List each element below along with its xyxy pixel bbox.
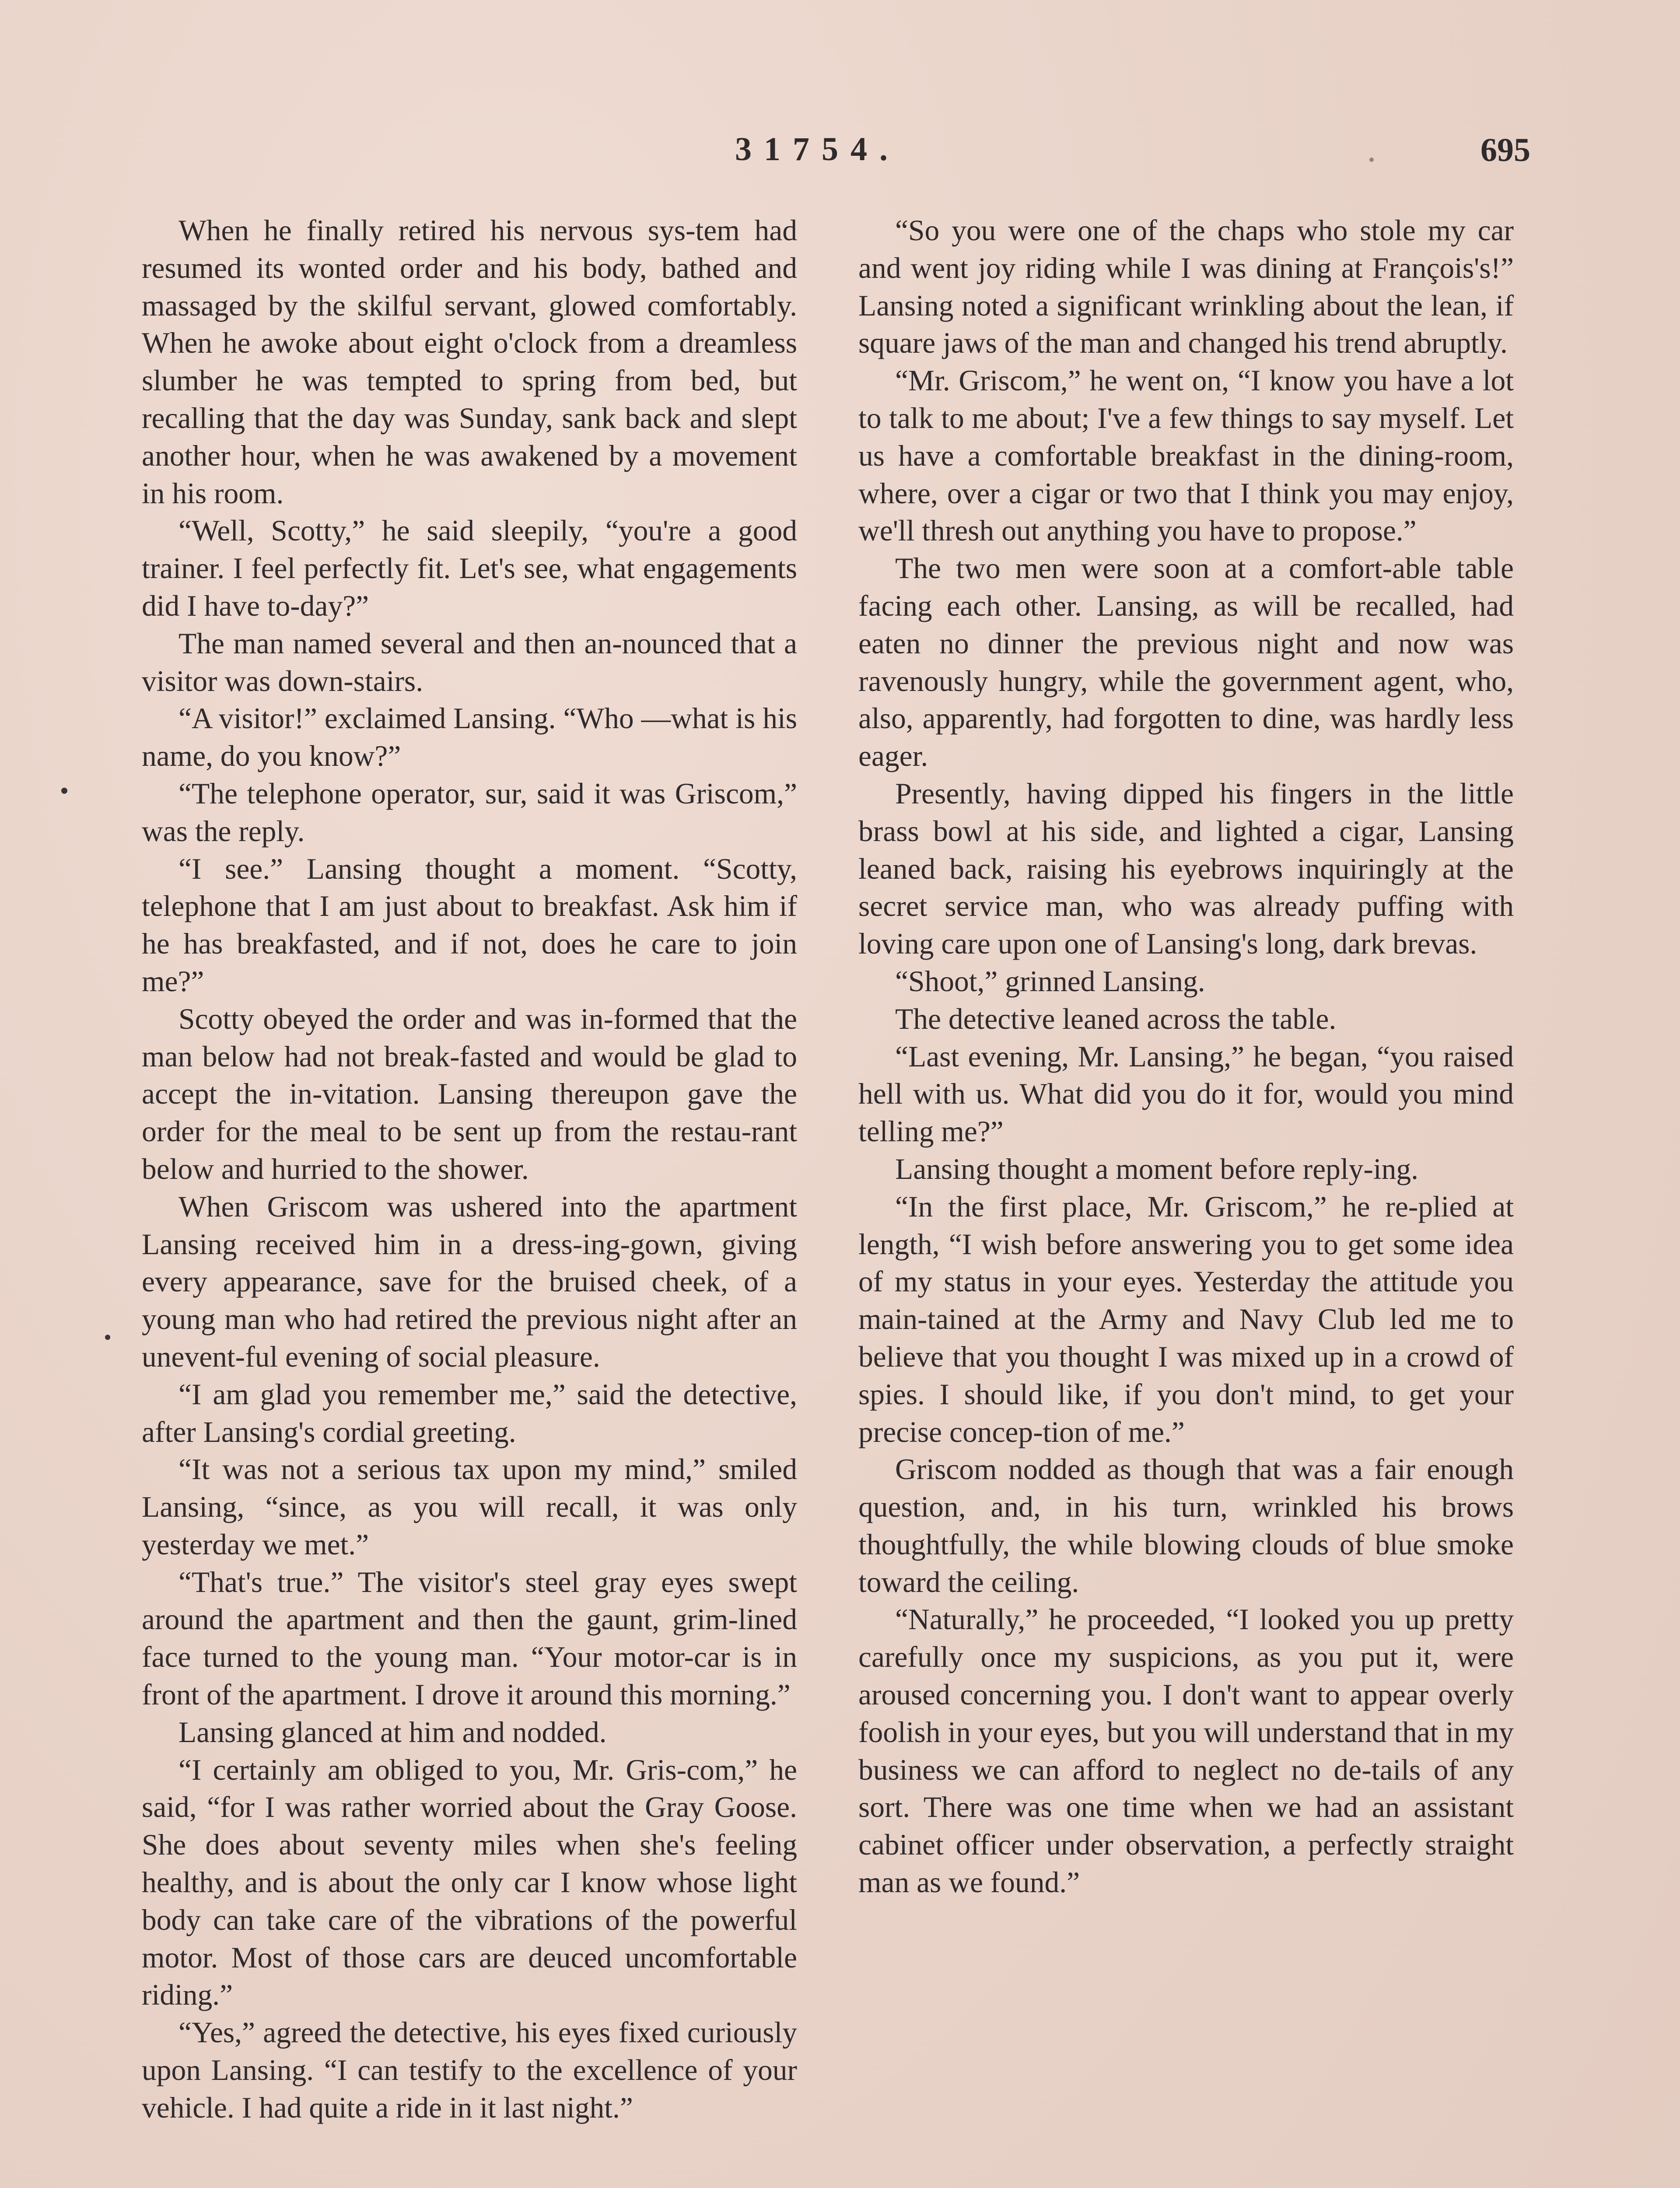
text-column-left — [142, 212, 797, 2127]
paragraph: The man named several and then an-nounced that a visitor was down-stairs. — [142, 627, 797, 698]
paragraph: The detective leaned across the table. — [895, 1002, 1337, 1035]
paragraph: “I am glad you remember me,” said the detective, after Lansing's cordial greeting. — [142, 1378, 797, 1448]
paragraph: Scotty obeyed the order and was in-formed that the man below had not break-fasted and would be glad to accept the in-vitation. Lansing thereupon gave the order for the meal to be sent up from the restau-rant below and hurried to the shower. — [142, 1002, 797, 1185]
paragraph: “It was not a serious tax upon my mind,” smiled Lansing, “since, as you will recall, it was only yesterday we met.” — [142, 1453, 797, 1561]
paragraph: Lansing thought a moment before reply-ing. — [895, 1152, 1418, 1185]
paper-speck — [1369, 158, 1374, 162]
paragraph: “Naturally,” he proceeded, “I looked you up pretty carefully once my suspicions, as you put it, were aroused concerning you. I don't want to appear overly foolish in your eyes, but you will understand that in my business we can afford to neglect no de-tails of any sort. There was one time when we had an assistant cabinet officer under observation, a perfectly straight man as we found.” — [858, 1603, 1514, 1899]
paper-speck — [105, 1335, 110, 1340]
paper-speck — [61, 788, 67, 794]
page-number: 695 — [1480, 132, 1530, 168]
paragraph: “Shoot,” grinned Lansing. — [895, 964, 1205, 998]
paragraph: “I see.” Lansing thought a moment. “Scotty, telephone that I am just about to breakfast. Ask him if he has breakfasted, and if not, does he care to join me?” — [142, 852, 797, 998]
paragraph: “The telephone operator, sur, said it was Griscom,” was the reply. — [142, 777, 797, 848]
paragraph: “Yes,” agreed the detective, his eyes fixed curiously upon Lansing. “I can testify to the excellence of your vehicle. I had quite a ride in it last night.” — [142, 2016, 797, 2124]
paragraph: Lansing glanced at him and nodded. — [178, 1715, 607, 1749]
paragraph: Griscom nodded as though that was a fair enough question, and, in his turn, wrinkled his brows thoughtfully, the while blowing clouds of blue smoke toward the ceiling. — [858, 1453, 1514, 1599]
paragraph: “Mr. Griscom,” he went on, “I know you have a lot to talk to me about; I've a few things to say myself. Let us have a comfortable breakfast in the dining-room, where, over a cigar or two that I think you may enjoy, we'll thresh out anything you have to propose.” — [858, 364, 1514, 547]
paragraph: When he finally retired his nervous sys-tem had resumed its wonted order and his body, bathed and massaged by the skilful servant, glowed comfortably. When he awoke about eight o'clock from a dreamless slumber he was tempted to spring from bed, but recalling that the day was Sunday, sank back and slept another hour, when he was awakened by a movement in his room. — [142, 214, 797, 510]
paragraph: “So you were one of the chaps who stole my car and went joy riding while I was dining at François's!” Lansing noted a significant wrinkling about the lean, if square jaws of the man and changed his trend abruptly. — [858, 214, 1514, 360]
paragraph: “That's true.” The visitor's steel gray eyes swept around the apartment and then the gaunt, grim-lined face turned to the young man. “Your motor-car is in front of the apartment. I drove it around this morning.” — [142, 1565, 797, 1711]
paragraph: Presently, having dipped his fingers in the little brass bowl at his side, and lighted a cigar, Lansing leaned back, raising his eyebrows inquiringly at the secret service man, who was already puffing with loving care upon one of Lansing's long, dark brevas. — [858, 777, 1514, 961]
paragraph: “Well, Scotty,” he said sleepily, “you're a good trainer. I feel perfectly fit. Let's see, what engagements did I have to-day?” — [142, 514, 797, 622]
text-column-right — [858, 212, 1514, 1901]
paragraph: The two men were soon at a comfort-able table facing each other. Lansing, as will be recalled, had eaten no dinner the previous night and now was ravenously hungry, while the government agent, who, also, apparently, had forgotten to dine, was hardly less eager. — [858, 552, 1514, 773]
paragraph: When Griscom was ushered into the apartment Lansing received him in a dress-ing-gown, giving every appearance, save for the bruised cheek, of a young man who had retired the previous night after an unevent-ful evening of social pleasure. — [142, 1190, 797, 1373]
header-code: 31754. — [735, 131, 900, 168]
paragraph: “A visitor!” exclaimed Lansing. “Who —what is his name, do you know?” — [142, 702, 797, 773]
paragraph: “Last evening, Mr. Lansing,” he began, “you raised hell with us. What did you do it for, would you mind telling me?” — [858, 1040, 1514, 1148]
paragraph: “I certainly am obliged to you, Mr. Gris-com,” he said, “for I was rather worried about the Gray Goose. She does about seventy miles when she's feeling healthy, and is about the only car I know whose light body can take care of the vibrations of the powerful motor. Most of those cars are deuced uncomfortable riding.” — [142, 1753, 797, 2012]
paragraph: “In the first place, Mr. Griscom,” he re-plied at length, “I wish before answering you to get some idea of my status in your eyes. Yesterday the attitude you main-tained at the Army and Navy Club led me to believe that you thought I was mixed up in a crowd of spies. I should like, if you don't mind, to get your precise concep-tion of me.” — [858, 1190, 1514, 1448]
